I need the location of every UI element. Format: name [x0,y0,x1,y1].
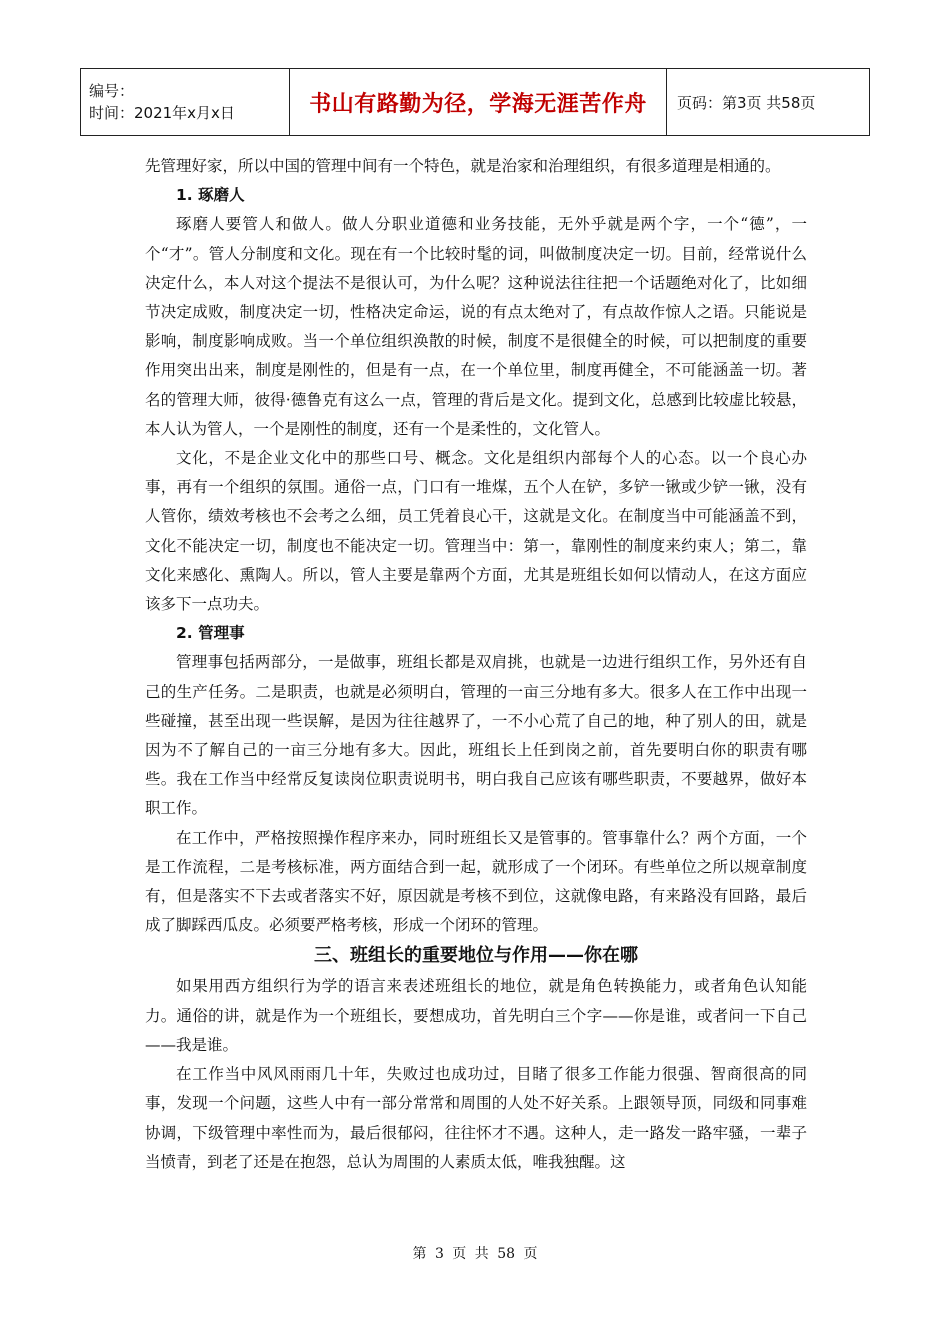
header-page-info: 页码：第3页 共58页 [667,69,870,136]
paragraph: 管理事包括两部分，一是做事，班组长都是双肩挑，也就是一边进行组织工作，另外还有自己的生产任务。二是职责，也就是必须明白，管理的一亩三分地有多大。很多人在工作中出现一些碰撞，甚至出现一些误解，是因为往往越界了，一不小心荒了自己的地，种了别人的田，就是因为不了解自己的一亩三分地有多大。因此，班组长上任到岗之前，首先要明白你的职责有哪些。我在工作当中经常反复读岗位职责说明书，明白我自己应该有哪些职责，不要越界，做好本职工作。 [145,653,807,818]
header-meta-cell [81,69,290,136]
document-header [80,68,870,136]
paragraph: 在工作当中风风雨雨几十年，失败过也成功过，目睹了很多工作能力很强、智商很高的同事，发现一个问题，这些人中有一部分常常和周围的人处不好关系。上跟领导顶，同级和同事难协调，下级管理中率性而为，最后很郁闷，往往怀才不遇。这种人，走一路发一路牢骚，一辈子当愤青，到老了还是在抱怨，总认为周围的人素质太低，唯我独醒。这 [145,1065,807,1171]
date-label: 时间：2021年x月x日 [89,104,235,122]
subsection-heading: 2. 管理事 [176,624,245,643]
section-title: 三、班组长的重要地位与作用——你在哪 [314,945,638,967]
paragraph: 在工作中，严格按照操作程序来办，同时班组长又是管事的。管事靠什么？两个方面，一个是工作流程，二是考核标准，两方面结合到一起，就形成了一个闭环。有些单位之所以规章制度有，但是落实不下去或者落实不好，原因就是考核不到位，这就像电路，有来路没有回路，最后成了脚踩西瓜皮。必须要严格考核，形成一个闭环的管理。 [145,828,807,935]
document-body [145,152,807,1177]
subsection-heading: 1. 琢磨人 [176,186,245,205]
paragraph: 先管理好家，所以中国的管理中间有一个特色，就是治家和治理组织，有很多道理是相通的。 [145,157,781,175]
paragraph: 琢磨人要管人和做人。做人分职业道德和业务技能，无外乎就是两个字，一个“德”，一个“才”。管人分制度和文化。现在有一个比较时髦的词，叫做制度决定一切。目前，经常说什么决定什么，本人对这个提法不是很认可，为什么呢？这种说法往往把一个话题绝对化了，比如细节决定成败，制度决定一切，性格决定命运，说的有点太绝对了，有点故作惊人之语。只能说是影响，制度影响成败。当一个单位组织涣散的时候，制度不是很健全的时候，可以把制度的重要作用突出出来，制度是刚性的，但是有一点，在一个单位里，制度再健全，不可能涵盖一切。著名的管理大师，彼得·德鲁克有这么一点，管理的背后是文化。提到文化，总感到比较虚比较悬，本人认为管人，一个是刚性的制度，还有一个是柔性的，文化管人。 [145,215,807,438]
header-motto: 书山有路勤为径，学海无涯苦作舟 [290,69,667,136]
page-footer: 第 3 页 共 58 页 [412,1246,538,1262]
doc-number-label: 编号： [89,82,135,100]
paragraph: 文化，不是企业文化中的那些口号、概念。文化是组织内部每个人的心态。以一个良心办事，再有一个组织的氛围。通俗一点，门口有一堆煤，五个人在铲，多铲一锹或少铲一锹，没有人管你，绩效考核也不会考之么细，员工凭着良心干，这就是文化。在制度当中可能涵盖不到，文化不能决定一切，制度也不能决定一切。管理当中：第一，靠刚性的制度来约束人；第二，靠文化来感化、熏陶人。所以，管人主要是靠两个方面，尤其是班组长如何以情动人，在这方面应该多下一点功夫。 [145,449,807,614]
paragraph: 如果用西方组织行为学的语言来表述班组长的地位，就是角色转换能力，或者角色认知能力。通俗的讲，就是作为一个班组长，要想成功，首先明白三个字——你是谁，或者问一下自己——我是谁。 [145,977,807,1054]
